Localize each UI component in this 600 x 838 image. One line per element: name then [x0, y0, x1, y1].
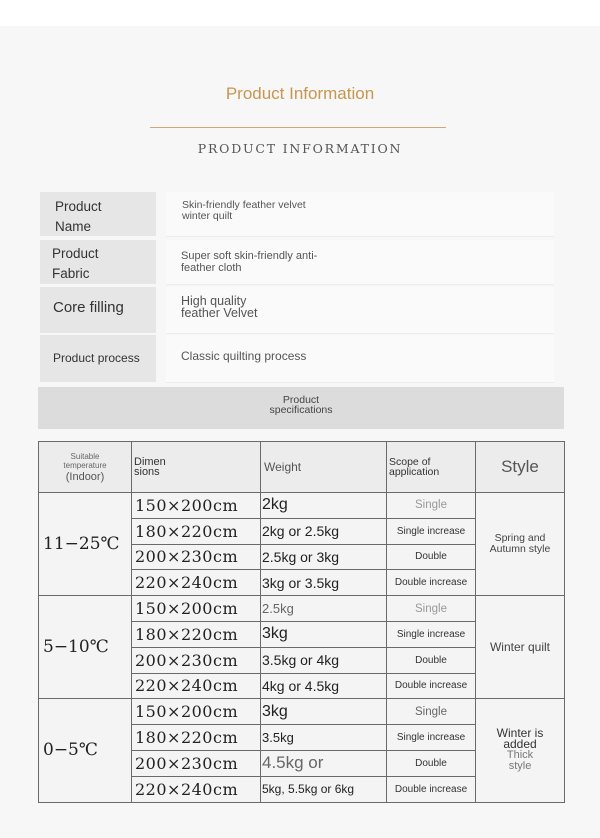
- header-dimensions-line1: Dimen: [134, 456, 166, 468]
- weight-cell: 3kg: [261, 699, 387, 725]
- weight-cell: 3.5kg or 4kg: [261, 647, 387, 673]
- header-temperature-line1: Suitable: [70, 452, 100, 461]
- header-dimensions-line2: sions: [134, 466, 160, 478]
- info-label: [40, 192, 156, 236]
- style-line1: Spring and: [494, 532, 546, 545]
- header-dimensions: [132, 442, 261, 493]
- info-label: [40, 335, 156, 382]
- weight-cell: 2kg or 2.5kg: [261, 518, 387, 544]
- dimension-cell: 220×240cm: [132, 673, 261, 699]
- dimension-cell: 220×240cm: [132, 776, 261, 802]
- info-label: [40, 287, 156, 333]
- dimension-cell: 150×200cm: [132, 596, 261, 622]
- header-style: Style: [476, 442, 565, 493]
- style-cell: [476, 596, 565, 699]
- scope-cell: Double increase: [387, 673, 476, 699]
- info-row-product-name: [40, 192, 554, 236]
- weight-cell: 2kg: [261, 493, 387, 519]
- dimension-cell: 200×230cm: [132, 750, 261, 776]
- scope-cell: Double: [387, 750, 476, 776]
- specifications-heading: [38, 395, 564, 415]
- style-line1: Winter is: [496, 726, 544, 741]
- specifications-table: [38, 441, 565, 803]
- specifications-bar: [38, 387, 564, 429]
- dimension-cell: 180×220cm: [132, 725, 261, 751]
- style-cell: [476, 699, 565, 802]
- table-row: [39, 596, 565, 622]
- product-fabric-label-line1: Product: [52, 246, 99, 261]
- info-value: [166, 240, 554, 284]
- dimension-cell: 220×240cm: [132, 570, 261, 596]
- product-fabric-value: [181, 250, 317, 274]
- weight-cell: 4.5kg or: [261, 750, 387, 776]
- top-band: [0, 0, 600, 26]
- specifications-heading-line1: Product: [282, 394, 320, 406]
- scope-cell: Double: [387, 647, 476, 673]
- core-filling-value-line2: feather Velvet: [181, 306, 258, 320]
- product-fabric-value-line1: Super soft skin-friendly anti-: [181, 250, 318, 262]
- info-row-core-filling: [40, 287, 554, 333]
- dimension-cell: 150×200cm: [132, 699, 261, 725]
- core-filling-value: [181, 295, 257, 319]
- dimension-cell: 180×220cm: [132, 518, 261, 544]
- temperature-cell: 5−10℃: [39, 596, 132, 699]
- scope-cell: Single increase: [387, 518, 476, 544]
- header-scope: [387, 442, 476, 493]
- scope-cell: Single: [387, 596, 476, 622]
- product-name-value-line1: Skin-friendly feather velvet: [182, 199, 306, 211]
- weight-cell: 3.5kg: [261, 725, 387, 751]
- scope-cell: Double increase: [387, 776, 476, 802]
- weight-cell: 2.5kg: [261, 596, 387, 622]
- style-line2: added: [503, 737, 537, 752]
- weight-cell: 2.5kg or 3kg: [261, 544, 387, 570]
- info-row-product-fabric: [40, 240, 554, 284]
- core-filling-label: Core filling: [53, 299, 124, 316]
- dimension-cell: 150×200cm: [132, 493, 261, 519]
- info-value: [166, 192, 554, 236]
- specifications-heading-line2: specifications: [269, 404, 333, 416]
- header-weight: Weight: [261, 442, 387, 493]
- scope-cell: Single: [387, 699, 476, 725]
- product-name-value-line2: winter quilt: [182, 210, 233, 222]
- temperature-cell: 11−25℃: [39, 493, 132, 596]
- style-line1: Winter quilt: [489, 639, 551, 654]
- header-scope-line2: application: [389, 466, 440, 478]
- product-name-value: [182, 200, 306, 222]
- weight-cell: 5kg, 5.5kg or 6kg: [261, 776, 387, 802]
- product-process-value: Classic quilting process: [181, 349, 307, 363]
- style-line3: Thick: [506, 749, 534, 762]
- scope-cell: Double: [387, 544, 476, 570]
- scope-cell: Single increase: [387, 621, 476, 647]
- dimension-cell: 200×230cm: [132, 647, 261, 673]
- temperature-cell: 0−5℃: [39, 699, 132, 802]
- product-fabric-label-line2: Fabric: [52, 266, 90, 281]
- weight-cell: 3kg or 3.5kg: [261, 570, 387, 596]
- product-name-label-line2: Name: [55, 219, 92, 234]
- scope-cell: Single increase: [387, 725, 476, 751]
- core-filling-value-line1: High quality: [181, 294, 247, 308]
- title-divider: [150, 127, 446, 128]
- info-label: [40, 240, 156, 284]
- page-title: Product Information: [225, 84, 375, 103]
- style-cell: [476, 493, 565, 596]
- dimension-cell: 200×230cm: [132, 544, 261, 570]
- info-value: [166, 335, 554, 382]
- header-temperature-line3: (Indoor): [65, 471, 105, 483]
- product-name-label-line1: Product: [55, 199, 102, 214]
- header-temperature-line2: temperature: [63, 461, 107, 470]
- dimension-cell: 180×220cm: [132, 621, 261, 647]
- table-row: [39, 493, 565, 519]
- scope-cell: Double increase: [387, 570, 476, 596]
- table-row: [39, 699, 565, 725]
- info-row-product-process: [40, 335, 554, 382]
- header-temperature: [39, 442, 132, 493]
- product-process-label: Product process: [53, 351, 140, 365]
- weight-cell: 3kg: [261, 621, 387, 647]
- product-fabric-value-line2: feather cloth: [181, 262, 242, 274]
- table-header-row: [39, 442, 565, 493]
- info-value: [166, 287, 554, 333]
- style-line4: style: [508, 760, 532, 773]
- weight-cell: 4kg or 4.5kg: [261, 673, 387, 699]
- style-line2: Autumn style: [489, 543, 551, 556]
- page-subtitle: PRODUCT INFORMATION: [197, 141, 403, 156]
- header-scope-line1: Scope of: [389, 456, 431, 468]
- scope-cell: Single: [387, 493, 476, 519]
